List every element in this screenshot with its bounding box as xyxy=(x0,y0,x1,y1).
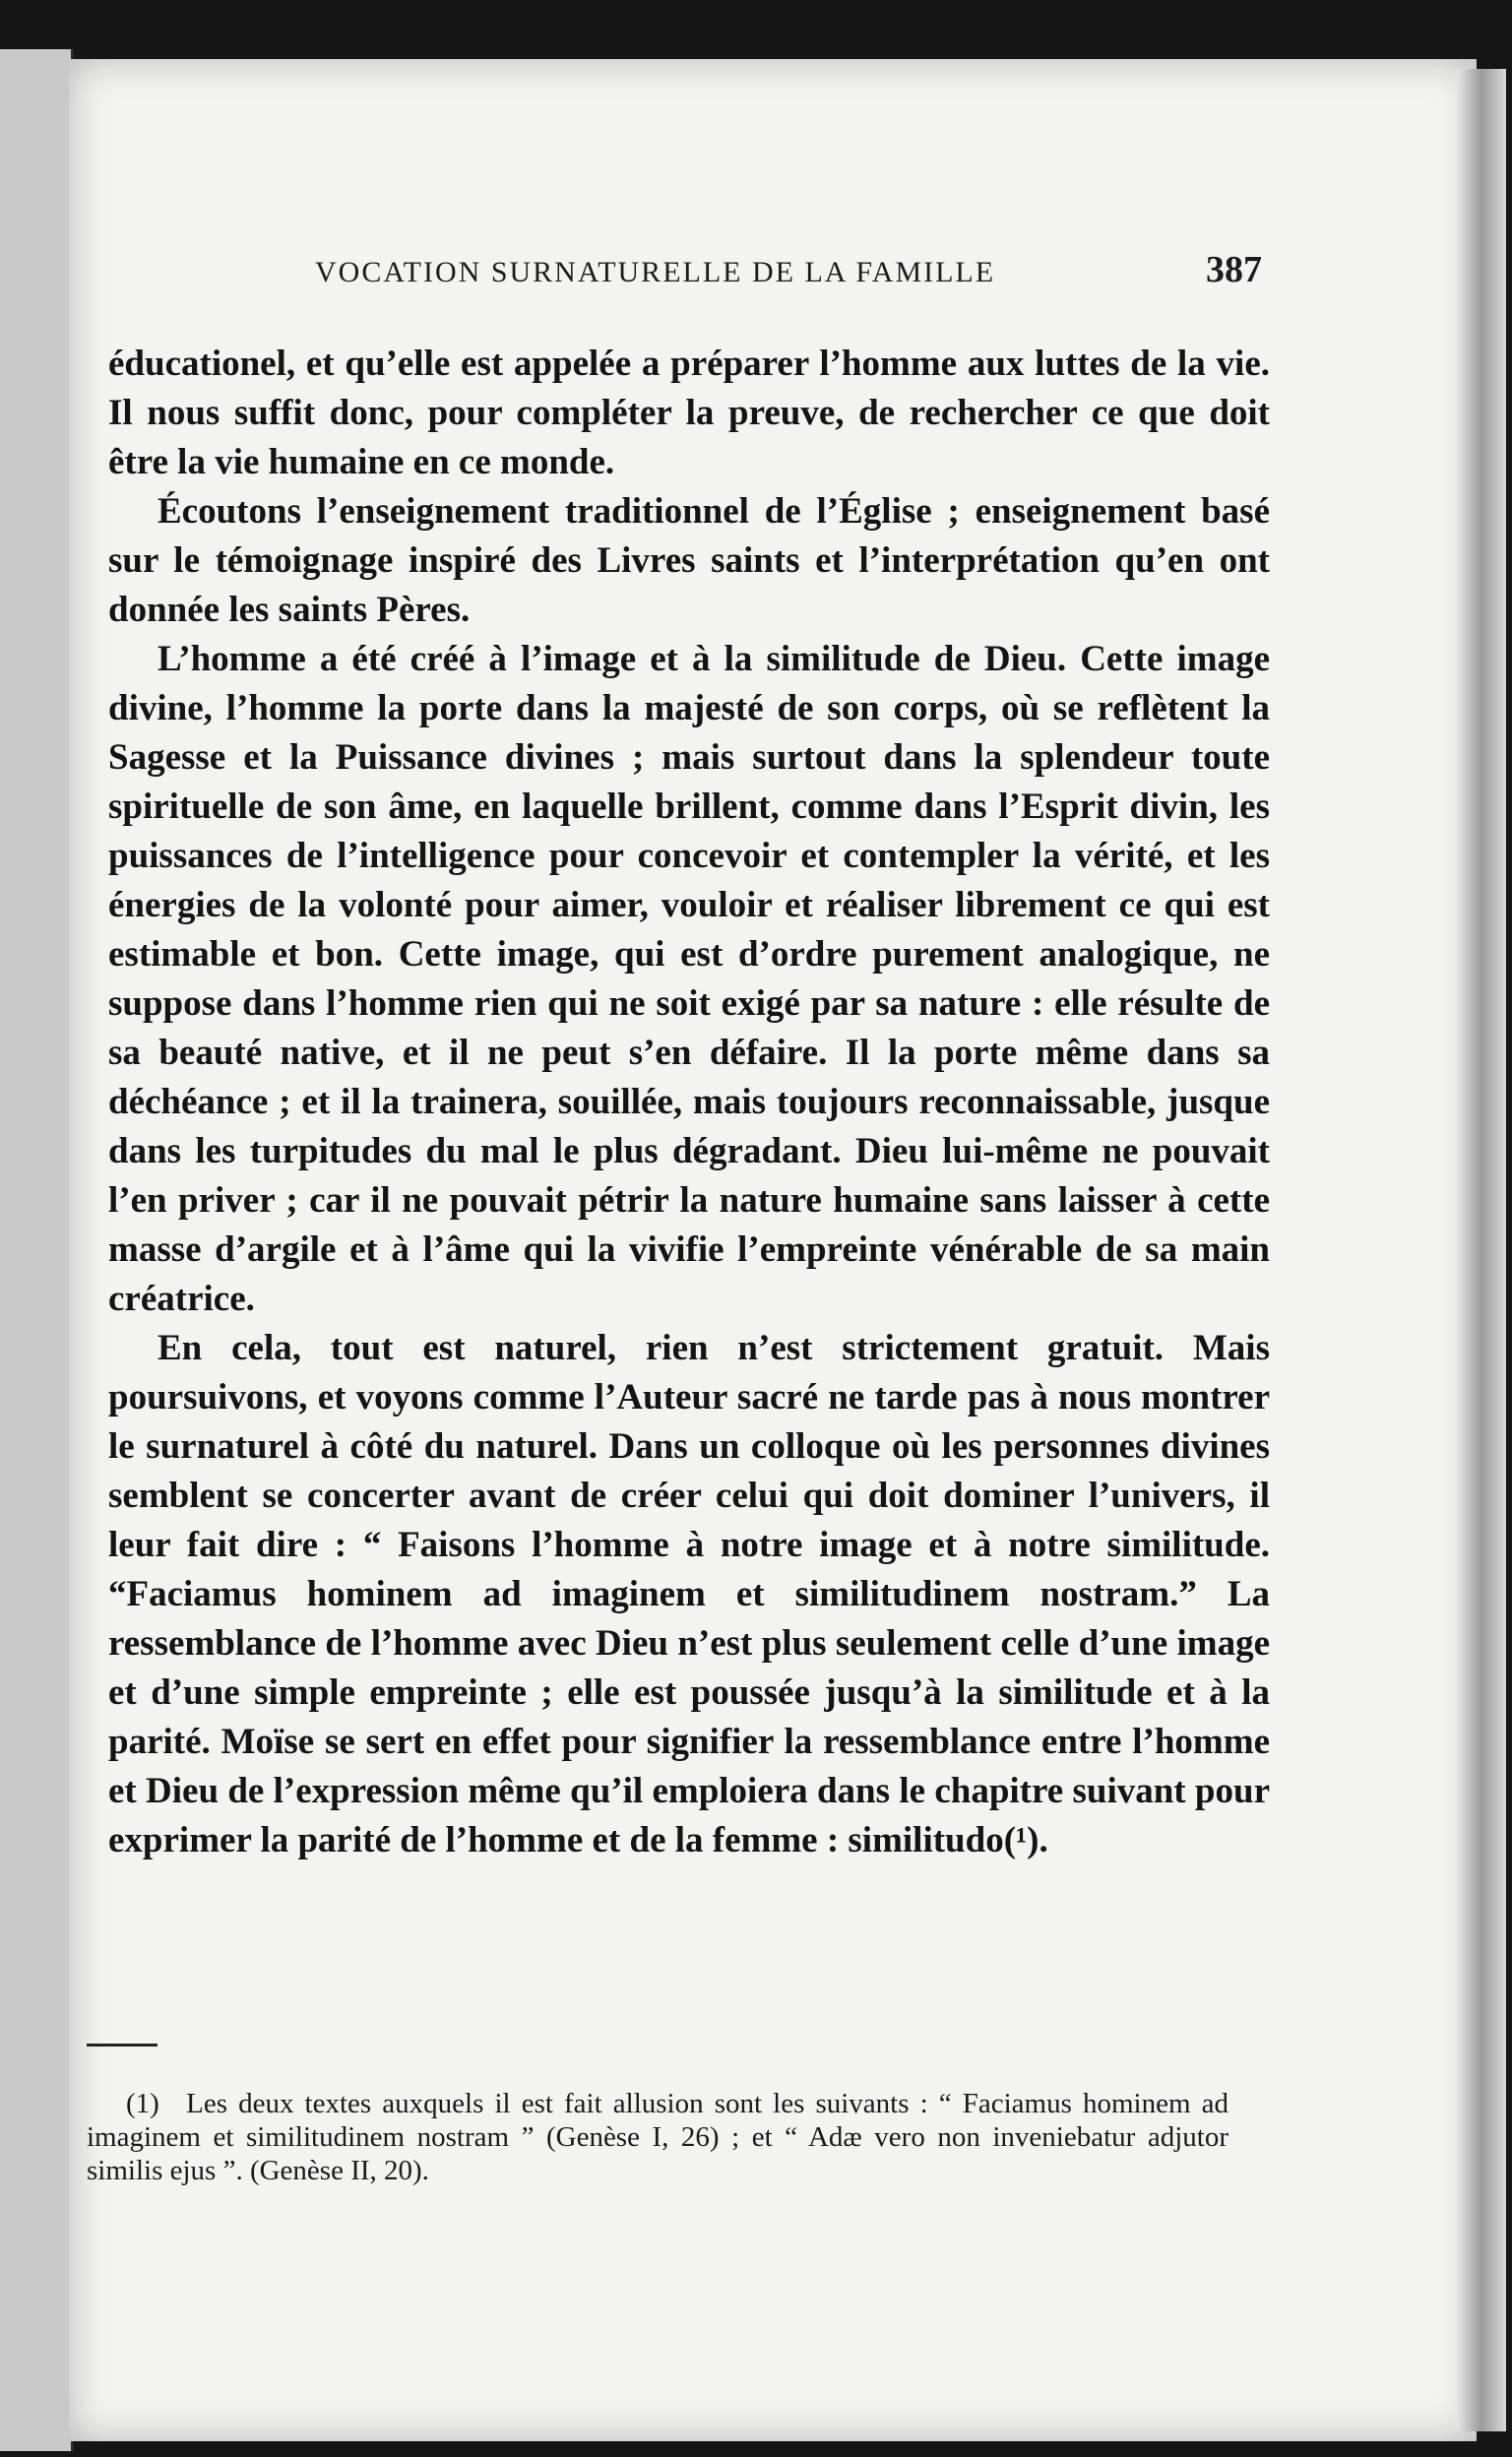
body-text xyxy=(108,340,1270,1865)
footnote-rule xyxy=(87,2044,158,2047)
footnote-mark: (1) xyxy=(126,2088,159,2119)
paragraph: Écoutons l’enseignement traditionnel de l’Église ; enseignement basé sur le témoignage inspiré des Livres saints et l’interprétation qu’en ont donnée les saints Pères. xyxy=(108,491,1270,630)
footnote xyxy=(87,2087,1228,2187)
page-stack-edge xyxy=(1457,69,1506,2431)
running-head: VOCATION SURNATURELLE DE LA FAMILLE xyxy=(315,256,996,288)
paragraph: éducationel, et qu’elle est appelée a préparer l’homme aux luttes de la vie. Il nous suffit donc, pour compléter la preuve, de rechercher ce que doit être la vie humaine en ce monde. xyxy=(108,344,1270,482)
page-number: 387 xyxy=(1206,249,1262,290)
paragraph: En cela, tout est naturel, rien n’est strictement gratuit. Mais poursuivons, et voyons comme l’Auteur sacré ne tarde pas à nous montrer le surnaturel à côté du naturel. Dans un colloque où les personnes divines semblent se concerter avant de créer celui qui doit dominer l’univers, il leur fait dire : “ Faisons l’homme à notre image et à notre similitude. “Faciamus hominem ad imaginem et similitudinem nostram.” La ressemblance de l’homme avec Dieu n’est plus seulement celle d’une image et d’une simple empreinte ; elle est poussée jusqu’à la similitude et à la parité. Moïse se sert en effet pour signifier la ressemblance entre l’homme et Dieu de l’expression même qu’il emploiera dans le chapitre suivant pour exprimer la parité de l’homme et de la femme : similitudo(¹). xyxy=(108,1328,1270,1860)
paragraph: L’homme a été créé à l’image et à la similitude de Dieu. Cette image divine, l’homme la porte dans la majesté de son corps, où se reflètent la Sagesse et la Puissance divines ; mais surtout dans la splendeur toute spirituelle de son âme, en laquelle brillent, comme dans l’Esprit divin, les puissances de l’intelligence pour concevoir et contempler la vérité, et les énergies de la volonté pour aimer, vouloir et réaliser librement ce qui est estimable et bon. Cette image, qui est d’ordre purement analogique, ne suppose dans l’homme rien qui ne soit exigé par sa nature : elle résulte de sa beauté native, et il ne peut s’en défaire. Il la porte même dans sa déchéance ; et il la trainera, souillée, mais toujours reconnaissable, jusque dans les turpitudes du mal le plus dégradant. Dieu lui-même ne pouvait l’en priver ; car il ne pouvait pétrir la nature humaine sans laisser à cette masse d’argile et à l’âme qui la vivifie l’empreinte vénérable de sa main créatrice. xyxy=(108,639,1270,1319)
facing-page-edge xyxy=(0,49,74,2451)
footnote-text: Les deux textes auxquels il est fait allusion sont les suivants : “ Faciamus hominem ad imaginem et similitudinem nostram ” (Genèse I, 26) ; et “ Adæ vero non inveniebatur adjutor similis ejus ”. (Genèse II, 20). xyxy=(87,2088,1229,2186)
